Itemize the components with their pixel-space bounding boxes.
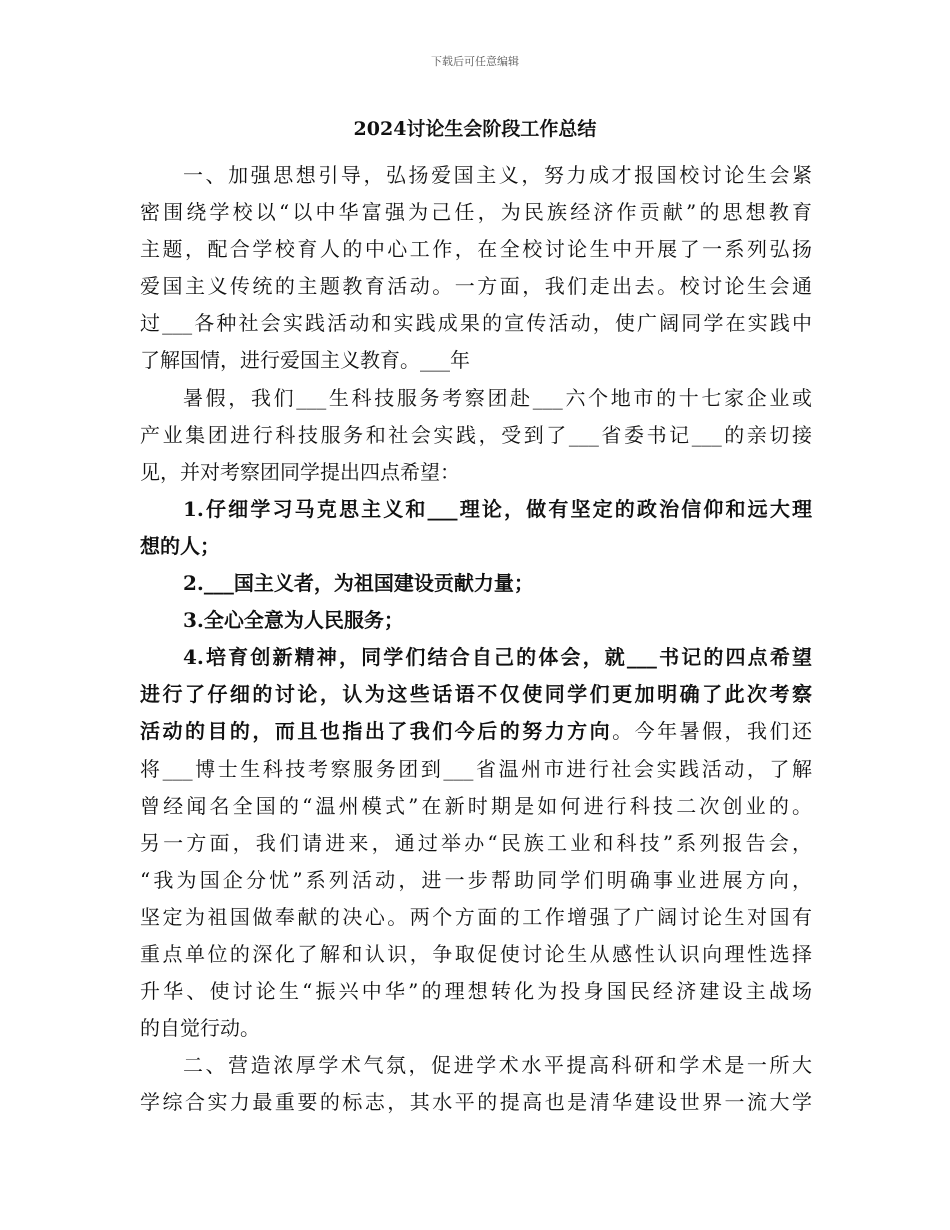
list-item-1: 1.仔细学习马克思主义和___理论，做有坚定的政治信仰和远大理	[183, 496, 812, 521]
paragraph-line: 一、加强思想引导，弘扬爱国主义，努力成才报国校讨论生会紧	[183, 163, 812, 187]
paragraph-line: 另一方面，我们请进来，通过举办“民族工业和科技”系列报告会，	[140, 830, 812, 855]
list-item-3: 3.全心全意为人民服务；	[183, 608, 404, 633]
paragraph-line: 的自觉行动。	[140, 1016, 260, 1041]
paragraph-line: 主题，配合学校育人的中心工作，在全校讨论生中开展了一系列弘扬	[140, 237, 812, 262]
paragraph-line: 暑假，我们___生科技服务考察团赴___六个地市的十七家企业或	[183, 385, 812, 410]
paragraph-line: 了解国情，进行爱国主义教育。___年	[140, 348, 470, 373]
paragraph-line: 过___各种社会实践活动和实践成果的宣传活动，使广阔同学在实践中	[140, 311, 812, 336]
paragraph-line: “我为国企分忧”系列活动，进一步帮助同学们明确事业进展方向，	[140, 867, 812, 892]
paragraph-line: 坚定为祖国做奉献的决心。两个方面的工作增强了广阔讨论生对国有	[140, 904, 812, 929]
document-title: 2024讨论生会阶段工作总结	[353, 118, 597, 140]
paragraph-line: 密围绕学校以“以中华富强为己任，为民族经济作贡献”的思想教育	[140, 200, 812, 225]
paragraph-line-mixed	[140, 713, 812, 750]
list-item-4: 4.培育创新精神，同学们结合自己的体会，就___书记的四点希望	[183, 645, 812, 670]
page-header: 下载后可任意编辑	[431, 55, 519, 68]
paragraph-line: 爱国主义传统的主题教育活动。一方面，我们走出去。校讨论生会通	[140, 274, 812, 299]
list-item-2: 2.___国主义者，为祖国建设贡献力量；	[183, 571, 534, 596]
paragraph-line: 曾经闻名全国的“温州模式”在新时期是如何进行科技二次创业的。	[140, 793, 812, 818]
document-body	[140, 157, 812, 1121]
paragraph-line: 将___博士生科技考察服务团到___省温州市进行社会实践活动，了解	[140, 756, 812, 781]
bold-segment: 活动的目的，而且也指出了我们今后的努力方向	[140, 719, 613, 744]
normal-segment: 。今年暑假，我们还	[612, 719, 812, 744]
list-item-4-cont: 进行了仔细的讨论，认为这些话语不仅使同学们更加明确了此次考察	[140, 682, 812, 707]
paragraph-line: 二、营造浓厚学术气氛，促进学术水平提高科研和学术是一所大	[183, 1053, 812, 1078]
paragraph-line: 升华、使讨论生“振兴中华”的理想转化为投身国民经济建设主战场	[140, 979, 812, 1004]
paragraph-line: 见，并对考察团同学提出四点希望：	[140, 459, 460, 484]
paragraph-line: 学综合实力最重要的标志，其水平的提高也是清华建设世界一流大学	[140, 1090, 812, 1115]
paragraph-line: 重点单位的深化了解和认识，争取促使讨论生从感性认识向理性选择	[140, 941, 812, 966]
list-item-1-cont: 想的人；	[140, 533, 220, 558]
paragraph-line: 产业集团进行科技服务和社会实践，受到了___省委书记___的亲切接	[140, 422, 812, 447]
